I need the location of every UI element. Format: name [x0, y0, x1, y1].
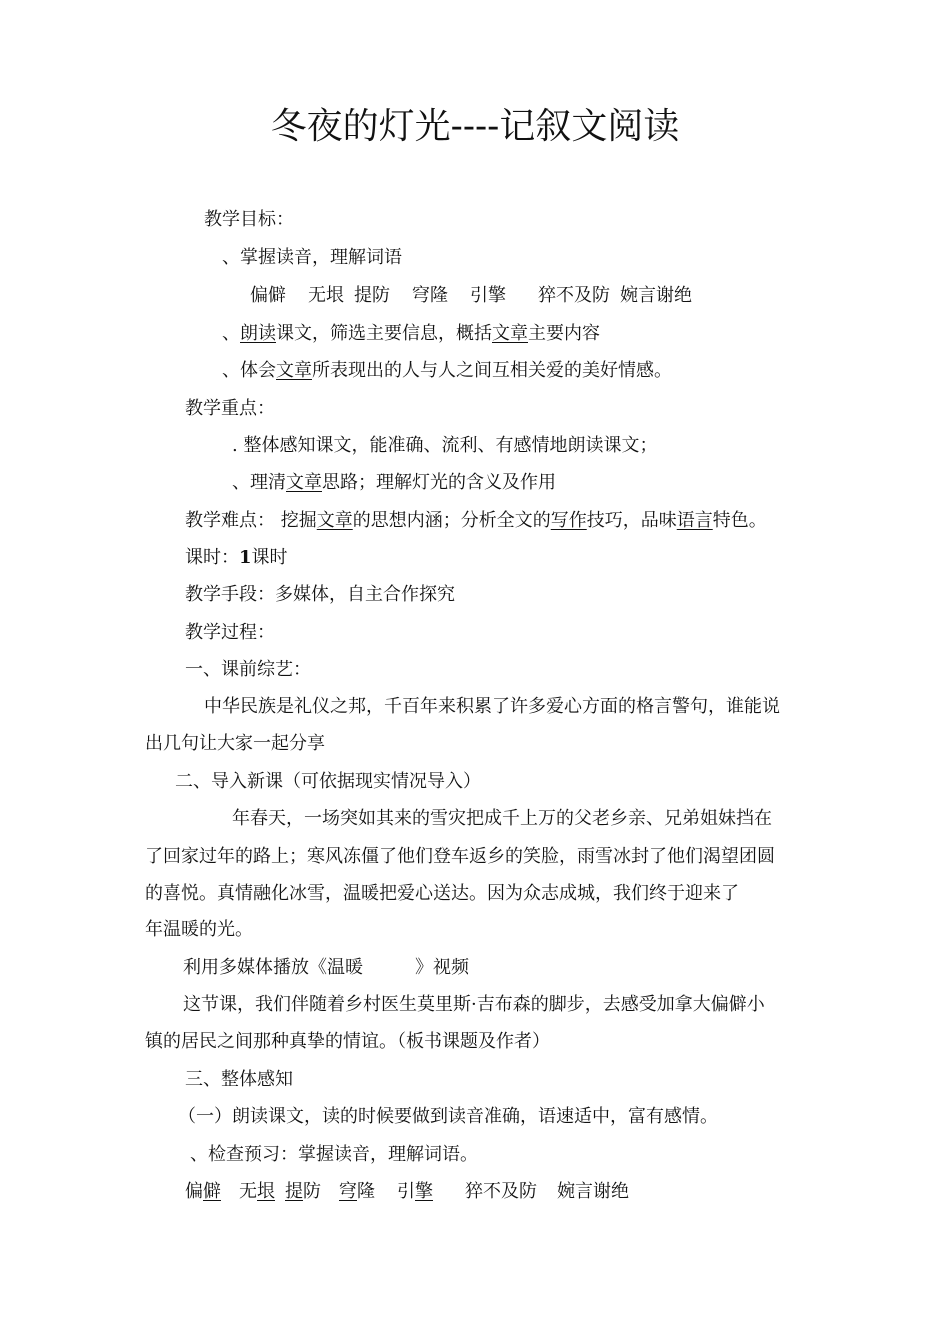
- page-title: 冬夜的灯光----记叙文阅读: [270, 106, 680, 147]
- section-3-item-a: （一）朗读课文，读的时候要做到读音准确，语速适中，富有感情。: [178, 1106, 718, 1127]
- vocab-word: 提防: [354, 285, 390, 306]
- text-span: 、: [222, 323, 240, 344]
- text-span: 的思想内涵；分析全文的: [352, 510, 551, 531]
- section-1-body-line: 出几句让大家一起分享: [145, 733, 325, 754]
- text-span: 偏: [185, 1181, 203, 1202]
- hours-line: [185, 546, 288, 570]
- key-point-2: [232, 471, 556, 495]
- text-span: 婉言谢绝: [557, 1181, 629, 1202]
- text-span: 课时: [251, 547, 288, 568]
- section-2-body-line: 年春天，一场突如其来的雪灾把成千上万的父老乡亲、兄弟姐妹挡在: [232, 808, 772, 829]
- text-span: 无: [239, 1181, 257, 1202]
- means-line: 教学手段：多媒体，自主合作探究: [185, 584, 455, 605]
- vocab-word: 无垠: [308, 285, 344, 306]
- underlined-word: 文章: [286, 472, 322, 493]
- underlined-word: 提: [285, 1181, 303, 1202]
- text-span: 引: [397, 1181, 415, 1202]
- section-1-body-line: 中华民族是礼仪之邦，千百年来积累了许多爱心方面的格言警句，谁能说: [204, 696, 780, 717]
- underlined-word: 僻: [203, 1181, 221, 1202]
- underlined-word: 文章: [276, 360, 312, 381]
- key-points-heading: 教学重点：: [185, 398, 275, 419]
- underlined-word: 文章: [316, 510, 353, 531]
- text-span: 教学难点： 挖掘: [185, 510, 317, 531]
- section-1-heading: 一、课前综艺：: [185, 659, 311, 680]
- goal-3: [222, 359, 672, 383]
- hours-number: 1: [239, 547, 252, 568]
- vocab-word: 猝不及防: [538, 285, 610, 306]
- underlined-word: 穹: [339, 1181, 357, 1202]
- vocab-word: 婉言谢绝: [620, 285, 692, 306]
- underlined-word: 垠: [257, 1181, 275, 1202]
- difficulty-line: [185, 509, 767, 533]
- section-2-body-line: 的喜悦。真情融化冰雪，温暖把爱心送达。因为众志成城，我们终于迎来了: [145, 883, 739, 904]
- text-span: 思路；理解灯光的含义及作用: [322, 472, 556, 493]
- underlined-word: 朗读: [240, 323, 276, 344]
- text-span: 所表现出的人与人之间互相关爱的美好情感。: [312, 360, 672, 381]
- section-2-heading: 二、导入新课（可依据现实情况导入）: [175, 771, 481, 792]
- text-span: 特色。: [712, 510, 767, 531]
- section-2-body-line: 镇的居民之间那种真挚的情谊。（板书课题及作者）: [145, 1031, 550, 1052]
- text-span: 、体会: [222, 360, 276, 381]
- goal-2: [222, 322, 600, 346]
- text-span: 隆: [357, 1181, 375, 1202]
- text-span: 猝不及防: [465, 1181, 537, 1202]
- text-span: 主要内容: [528, 323, 600, 344]
- underlined-word: 文章: [492, 323, 528, 344]
- text-span: 》视频: [415, 957, 469, 978]
- goals-heading: 教学目标：: [204, 209, 294, 230]
- underlined-word: 语言: [676, 510, 713, 531]
- section-3-item-b: 、检查预习：掌握读音，理解词语。: [190, 1144, 478, 1165]
- text-span: 课文，筛选主要信息，概括: [276, 323, 492, 344]
- section-2-body-line: 了回家过年的路上；寒风冻僵了他们登车返乡的笑脸，雨雪冰封了他们渴望团圆: [145, 846, 775, 867]
- underlined-word: 擎: [415, 1181, 433, 1202]
- section-2-body-line: 这节课，我们伴随着乡村医生莫里斯·吉布森的脚步，去感受加拿大偏僻小: [183, 994, 765, 1015]
- text-span: 课时：: [185, 547, 239, 568]
- goal-vocab-list: [250, 284, 692, 308]
- text-span: 技巧，品味: [586, 510, 677, 531]
- vocab-word: 偏僻: [250, 285, 286, 306]
- section-3-heading: 三、整体感知: [185, 1069, 293, 1090]
- section-2-body-line: 年温暖的光。: [145, 919, 253, 940]
- vocab-word: 引擎: [470, 285, 506, 306]
- vocab-word: 穹隆: [412, 285, 448, 306]
- video-line: [183, 956, 469, 980]
- goal-1: 、掌握读音，理解词语: [222, 247, 402, 268]
- preview-vocab-list: [185, 1180, 629, 1204]
- process-heading: 教学过程：: [185, 622, 275, 643]
- text-span: 、理清: [232, 472, 286, 493]
- key-point-1: . 整体感知课文，能准确、流利、有感情地朗读课文；: [232, 435, 658, 456]
- underlined-word: 写作: [550, 510, 587, 531]
- text-span: 利用多媒体播放《温暖: [183, 957, 363, 978]
- text-span: 防: [303, 1181, 321, 1202]
